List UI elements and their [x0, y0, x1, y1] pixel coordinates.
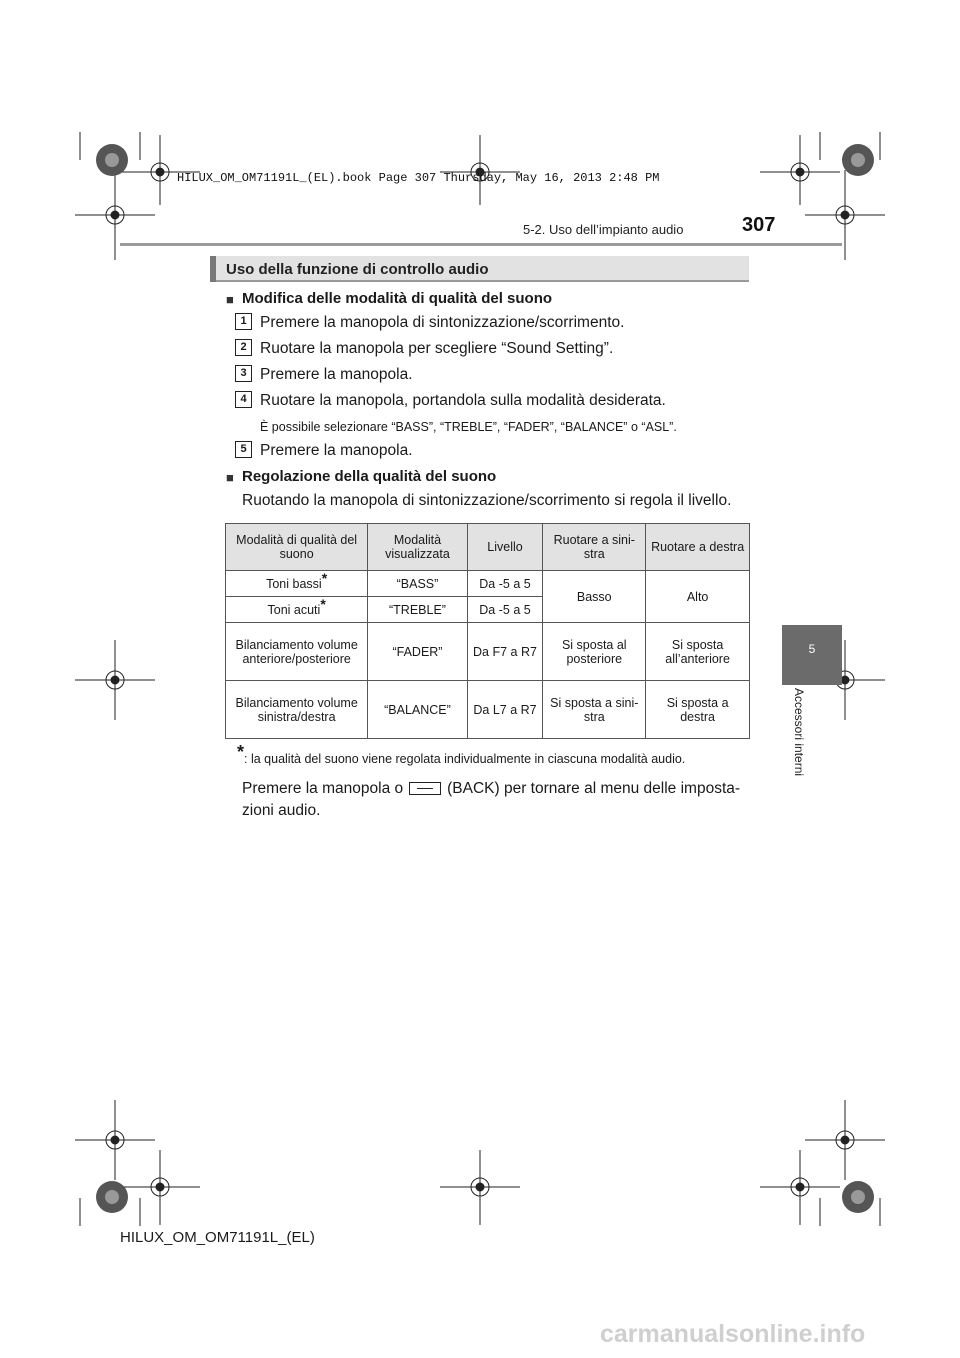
adjust-quality-text: Ruotando la manopola di sintonizzazione/scorrimento si regola il livello.: [242, 492, 732, 509]
table-header-row: [226, 524, 750, 571]
table-header-cell: Ruotare a destra: [646, 524, 750, 571]
closing-text-before: Premere la manopola o: [242, 780, 404, 797]
asterisk-icon: *: [237, 742, 245, 762]
asterisk-icon: *: [321, 569, 328, 586]
table-cell: Si sposta all’anteriore: [646, 623, 750, 681]
asterisk-icon: *: [320, 595, 326, 612]
step-number: 5: [235, 441, 252, 458]
footer-document-code: HILUX_OM_OM71191L_(EL): [120, 1229, 315, 1246]
chapter-tab-number: 5: [808, 642, 816, 656]
step-note: È possibile selezionare “BASS”, “TREBLE”, “FADER”, “BALANCE” o “ASL”.: [260, 420, 677, 434]
table-cell: Basso: [543, 571, 646, 623]
section-heading: Uso della funzione di controllo audio: [226, 261, 489, 278]
table-header-cell: Ruotare a sini-stra: [543, 524, 646, 571]
page-number: 307: [742, 214, 776, 236]
table-cell: [226, 597, 368, 623]
section-heading-accent: [210, 256, 216, 282]
back-button-icon: [409, 782, 441, 795]
step-number: 3: [235, 365, 252, 382]
section-reference: 5-2. Uso dell’impianto audio: [523, 222, 684, 237]
step-number: 1: [235, 313, 252, 330]
step-text: Premere la manopola di sintonizzazione/scorrimento.: [260, 314, 625, 331]
cell-text: Toni acuti: [267, 602, 321, 617]
header-rule: [120, 243, 842, 246]
table-cell: “FADER”: [368, 623, 467, 681]
table-cell: “BASS”: [368, 571, 467, 597]
table-cell: “BALANCE”: [368, 681, 467, 739]
step-text: Premere la manopola.: [260, 366, 413, 383]
footnote: [237, 742, 686, 767]
table-cell: Da -5 a 5: [467, 597, 543, 623]
subheading-modify-modes: Modifica delle modalità di qualità del suono: [242, 290, 553, 307]
table-cell: Bilanciamento volume sinistra/destra: [226, 681, 368, 739]
sound-quality-table: [225, 523, 750, 739]
table-header-cell: Modalità di qualità del suono: [226, 524, 368, 571]
table-cell: Da L7 a R7: [467, 681, 543, 739]
bullet-marker: ■: [226, 292, 234, 307]
table-cell: Si sposta a sini-stra: [543, 681, 646, 739]
table-cell: [226, 571, 368, 597]
table-cell: Si sposta a destra: [646, 681, 750, 739]
step-text: Ruotare la manopola per scegliere “Sound Setting”.: [260, 340, 614, 357]
footnote-text: : la qualità del suono viene regolata individualmente in ciascuna modalità audio.: [244, 752, 686, 767]
chapter-tab-label: Accessori interni: [792, 688, 806, 777]
table-header-cell: Livello: [467, 524, 543, 571]
table-cell: Bilanciamento volume anteriore/posteriore: [226, 623, 368, 681]
table-cell: Da -5 a 5: [467, 571, 543, 597]
watermark: carmanualsonline.info: [600, 1320, 866, 1348]
table-row: [226, 623, 750, 681]
step-number: 4: [235, 391, 252, 408]
table-cell: “TREBLE”: [368, 597, 467, 623]
table-cell: Si sposta al posteriore: [543, 623, 646, 681]
book-file-line: HILUX_OM_OM71191L_(EL).book Page 307 Thursday, May 16, 2013 2:48 PM: [177, 171, 660, 185]
bullet-marker: ■: [226, 470, 234, 485]
cell-text: Toni bassi: [266, 576, 322, 591]
table-header-cell: Modalità visualizzata: [368, 524, 467, 571]
step-number: 2: [235, 339, 252, 356]
closing-text-after: (BACK) per tornare al menu delle imposta-: [447, 780, 741, 797]
table-row: [226, 571, 750, 597]
step-text: Premere la manopola.: [260, 442, 413, 459]
step-text: Ruotare la manopola, portandola sulla modalità desiderata.: [260, 392, 666, 409]
table-cell: Da F7 a R7: [467, 623, 543, 681]
subheading-adjust-quality: Regolazione della qualità del suono: [242, 468, 497, 485]
closing-line-2: zioni audio.: [242, 802, 321, 819]
table-cell: Alto: [646, 571, 750, 623]
closing-line-1: [242, 780, 740, 798]
table-row: [226, 681, 750, 739]
